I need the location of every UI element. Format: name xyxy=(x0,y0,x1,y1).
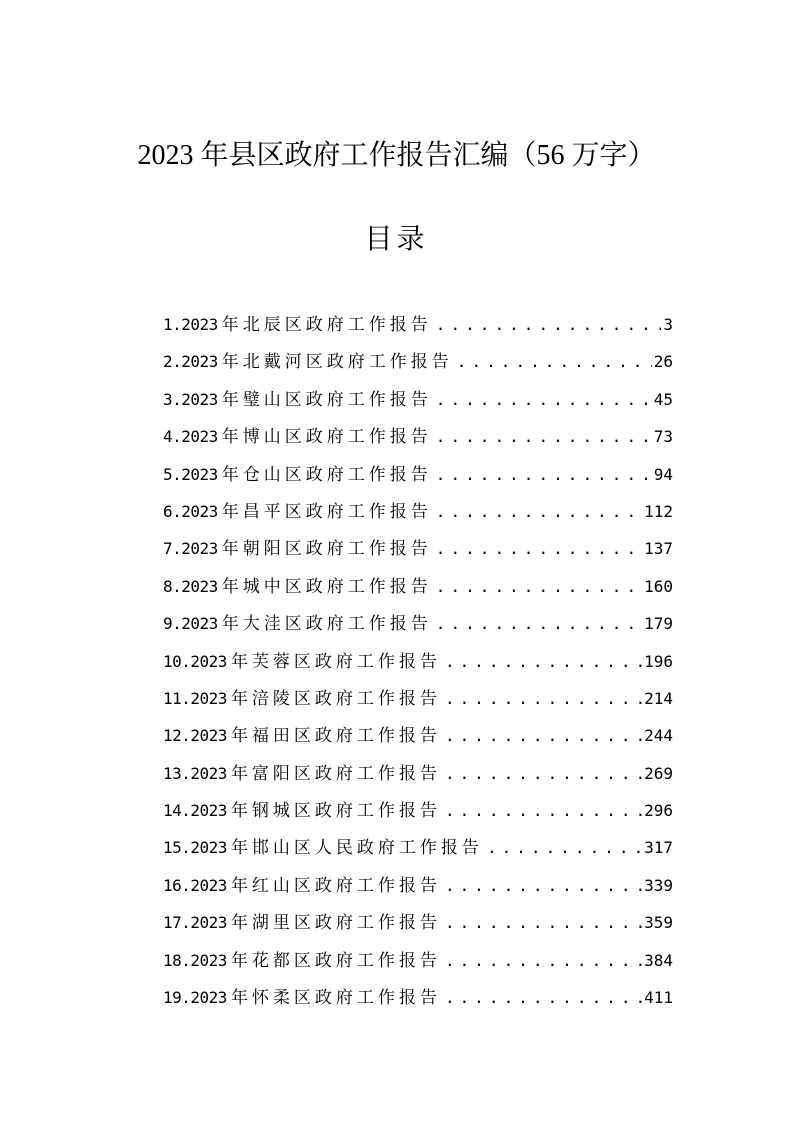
toc-entry-page: 269 xyxy=(644,763,673,783)
toc-entry-number: 13.2023 xyxy=(163,763,227,783)
toc-leader-dots xyxy=(436,456,652,493)
toc-entry-title: 年仓山区政府工作报告 xyxy=(221,464,432,485)
toc-heading: 目录 xyxy=(364,224,429,255)
toc-entry[interactable] xyxy=(163,829,673,866)
toc-entry-title: 年钢城区政府工作报告 xyxy=(230,801,441,822)
toc-leader-dots xyxy=(445,979,642,1016)
toc-entry-number: 8.2023 xyxy=(163,576,218,596)
toc-entry-title: 年花都区政府工作报告 xyxy=(230,950,441,971)
toc-entry-title: 年怀柔区政府工作报告 xyxy=(230,988,441,1009)
toc-entry-title: 年北辰区政府工作报告 xyxy=(221,315,432,335)
toc-leader-dots xyxy=(436,530,642,567)
toc-entry-page: 45 xyxy=(653,389,673,409)
toc-entry[interactable] xyxy=(163,792,673,829)
toc-entry-title: 年昌平区政府工作报告 xyxy=(221,501,432,522)
toc-entry-page: 214 xyxy=(644,688,673,708)
toc-entry-page: 317 xyxy=(644,838,673,858)
toc-entry[interactable] xyxy=(163,979,673,1016)
toc-entry[interactable] xyxy=(163,755,673,792)
toc-entry-number: 16.2023 xyxy=(163,875,227,895)
toc-entry[interactable] xyxy=(163,343,673,380)
toc-entry-title: 年大洼区政府工作报告 xyxy=(221,614,432,635)
toc-entry-page: 244 xyxy=(644,726,673,746)
toc-entry-number: 9.2023 xyxy=(163,614,218,634)
toc-entry[interactable] xyxy=(163,493,673,530)
toc-entry-page: 179 xyxy=(644,614,673,634)
toc-leader-dots xyxy=(457,343,652,380)
toc-entry-title: 年湖里区政府工作报告 xyxy=(230,913,441,934)
toc-entry[interactable] xyxy=(163,306,673,343)
toc-entry[interactable] xyxy=(163,680,673,717)
toc-entry[interactable] xyxy=(163,605,673,642)
toc-entry-number: 18.2023 xyxy=(163,950,227,970)
toc-entry-page: 3 xyxy=(663,315,673,334)
toc-leader-dots xyxy=(445,942,642,979)
toc-entry[interactable] xyxy=(163,456,673,493)
toc-entry-title: 年博山区政府工作报告 xyxy=(221,427,432,448)
toc-entry-number: 11.2023 xyxy=(163,688,227,708)
toc-leader-dots xyxy=(445,755,642,792)
toc-entry-title: 年富阳区政府工作报告 xyxy=(230,763,441,784)
toc-entry-page: 411 xyxy=(644,988,673,1008)
toc-entry[interactable] xyxy=(163,643,673,680)
toc-entry-number: 2.2023 xyxy=(163,352,218,372)
toc-entry-number: 15.2023 xyxy=(163,838,227,858)
toc-entry-title: 年福田区政府工作报告 xyxy=(230,726,441,747)
toc-entry-page: 196 xyxy=(644,651,673,671)
toc-leader-dots xyxy=(436,418,652,455)
toc-leader-dots xyxy=(445,867,642,904)
table-of-contents xyxy=(163,306,673,1016)
toc-entry[interactable] xyxy=(163,568,673,605)
toc-entry-title: 年璧山区政府工作报告 xyxy=(221,389,432,410)
toc-entry-page: 384 xyxy=(644,950,673,970)
toc-leader-dots xyxy=(436,381,652,418)
toc-entry-title: 年邯山区人民政府工作报告 xyxy=(230,838,483,859)
toc-leader-dots xyxy=(436,605,642,642)
toc-entry-number: 12.2023 xyxy=(163,726,227,746)
toc-entry-number: 17.2023 xyxy=(163,913,227,933)
toc-leader-dots xyxy=(436,306,662,343)
toc-entry-page: 160 xyxy=(644,576,673,596)
toc-entry-number: 3.2023 xyxy=(163,389,218,409)
toc-entry-number: 5.2023 xyxy=(163,464,218,484)
toc-entry-number: 6.2023 xyxy=(163,501,218,521)
toc-entry[interactable] xyxy=(163,942,673,979)
toc-entry-number: 10.2023 xyxy=(163,651,227,671)
toc-entry-page: 296 xyxy=(644,801,673,821)
toc-entry[interactable] xyxy=(163,381,673,418)
toc-entry-title: 年城中区政府工作报告 xyxy=(221,576,432,597)
toc-entry-number: 1.2023 xyxy=(163,315,218,334)
toc-entry-number: 14.2023 xyxy=(163,801,227,821)
document-title: 2023 年县区政府工作报告汇编（56 万字） xyxy=(137,140,656,171)
toc-leader-dots xyxy=(445,717,642,754)
toc-entry[interactable] xyxy=(163,904,673,941)
toc-entry-title: 年芙蓉区政府工作报告 xyxy=(230,651,441,672)
toc-entry-title: 年涪陵区政府工作报告 xyxy=(230,688,441,709)
toc-entry-title: 年红山区政府工作报告 xyxy=(230,875,441,896)
toc-entry-number: 4.2023 xyxy=(163,427,218,447)
toc-entry-page: 94 xyxy=(653,464,673,484)
toc-entry-page: 112 xyxy=(644,501,673,521)
toc-entry-number: 19.2023 xyxy=(163,988,227,1008)
toc-entry-page: 26 xyxy=(653,352,673,372)
toc-entry-page: 73 xyxy=(653,427,673,447)
toc-leader-dots xyxy=(487,829,642,866)
toc-entry-page: 359 xyxy=(644,913,673,933)
toc-entry-page: 137 xyxy=(644,539,673,559)
toc-leader-dots xyxy=(445,792,642,829)
toc-leader-dots xyxy=(445,643,642,680)
toc-entry-title: 年北戴河区政府工作报告 xyxy=(221,352,453,373)
toc-entry[interactable] xyxy=(163,418,673,455)
toc-leader-dots xyxy=(445,904,642,941)
toc-entry-title: 年朝阳区政府工作报告 xyxy=(221,539,432,560)
toc-leader-dots xyxy=(445,680,642,717)
toc-entry-page: 339 xyxy=(644,875,673,895)
toc-leader-dots xyxy=(436,493,642,530)
toc-leader-dots xyxy=(436,568,642,605)
toc-entry[interactable] xyxy=(163,717,673,754)
toc-entry[interactable] xyxy=(163,867,673,904)
toc-entry[interactable] xyxy=(163,530,673,567)
toc-entry-number: 7.2023 xyxy=(163,539,218,559)
